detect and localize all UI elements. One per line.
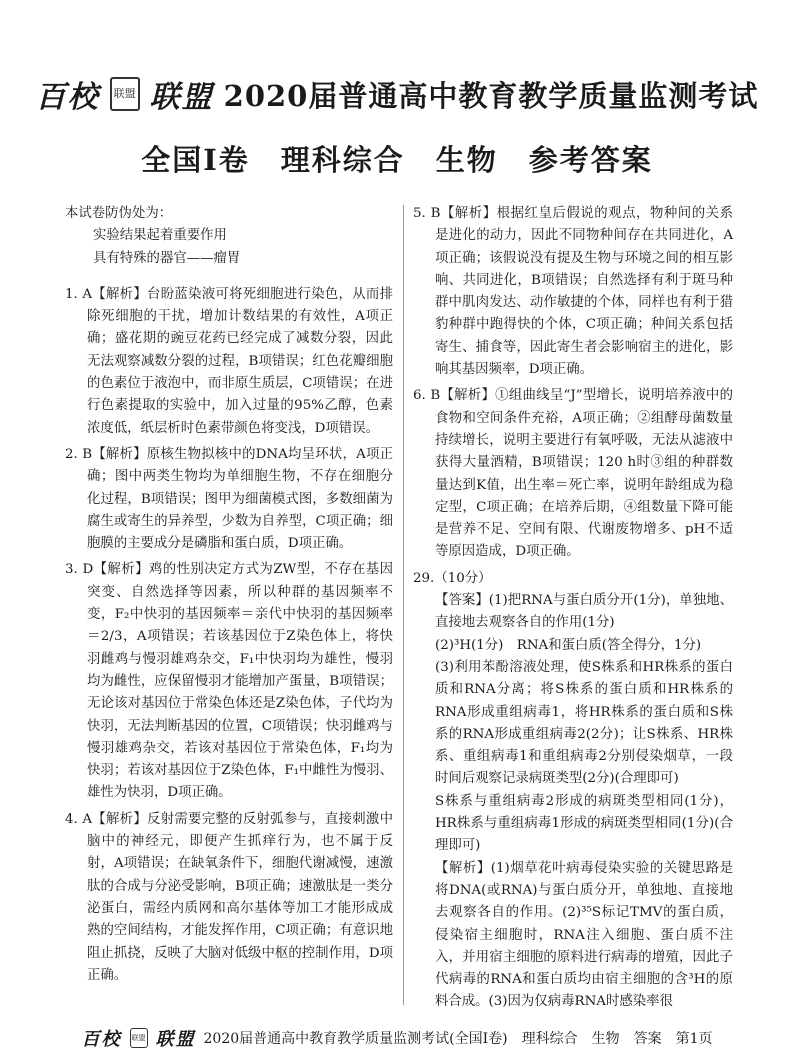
column-divider [403,205,404,1005]
question-29-answer-2: (2)³H(1分) RNA和蛋白质(答全得分，1分) [435,637,702,653]
footer-seal-icon: 联盟 [130,1028,148,1048]
page-title: 2020届普通高中教育教学质量监测考试 [223,78,759,113]
answer-item-1: 1. A【解析】台盼蓝染液可将死细胞进行染色，从而排除死细胞的干扰，增加计数结果的有效性，A项正确；盛花期的豌豆花药已经完成了减数分裂，因此无法观察减数分裂的过程，B项错误；红色花瓣细胞的色素位于液泡中，而非原生质层，C项错误；在进行色素提取的实验中，加入过量的95%乙醇，色素浓度低，纸层析时色素带颜色将变浅，D项错误。 [65,286,393,436]
answer-item-6: 6. B【解析】①组曲线呈“J”型增长，说明培养液中的食物和空间条件充裕，A项正确；②组酵母菌数量持续增长，说明主要进行有氧呼吸，无法从滤液中获得大量酒精，B项错误；120 h时③组的种群数量达到K值，出生率＝死亡率，说明年龄组成为稳定型，C项正确；在培养后期，④组数量下降可能是营养不足、空间有限、代谢废物增多、pH不适等原因造成，D项正确。 [413,388,733,560]
answer-item-3: 3. D【解析】鸡的性别决定方式为ZW型，不存在基因突变、自然选择等因素，所以种群的基因频率不变，F₂中快羽的基因频率＝亲代中快羽的基因频率＝2/3，A项错误；若该基因位于Z染色体上，将快羽雌鸡与慢羽雄鸡杂交，F₁中快羽均为雄性，慢羽均为雌性，应保留慢羽才能增加产蛋量，B项错误；无论该对基因位于常染色体还是Z染色体，子代均为快羽，无法判断基因的位置，C项错误；快羽雌鸡与慢羽雄鸡杂交，若该对基因位于常染色体，F₁均为快羽；若该对基因位于Z染色体，F₁中雌性为慢羽、雄性为快羽，D项正确。 [65,562,393,801]
page-footer [0,1025,794,1051]
answer-item-5: 5. B【解析】根据红皇后假说的观点，物种间的关系是进化的动力，因此不同物种间存在共同进化，A项正确；该假说没有提及生物与环境之间的相互影响、共同进化，B项错误；自然选择有利于斑马种群中肌肉发达、动作敏捷的个体，同样也有利于猎豹种群中跑得快的个体，C项正确；种间关系包括寄生、捕食等，因此寄生者会影响宿主的进化，影响其基因频率，D项正确。 [413,206,733,378]
left-column [65,203,393,987]
question-29-heading: 29.（10分） [413,570,492,586]
footer-brand-left: 百校 [81,1029,122,1050]
anti-cheat-heading: 本试卷防伪处为： [65,206,173,221]
footer-brand-right: 联盟 [155,1029,196,1050]
anti-cheat-line-2: 具有特殊的器官——瘤胃 [93,250,241,266]
footer-text: 2020届普通高中教育教学质量监测考试(全国Ⅰ卷) 理科综合 生物 答案 第1页 [203,1031,713,1047]
brand-name-left: 百校 [35,80,100,115]
page-subtitle: 全国Ⅰ卷 理科综合 生物 参考答案 [141,143,653,177]
brand-name-right: 联盟 [149,80,214,115]
question-29-analysis: 【解析】(1)烟草花叶病毒侵染实验的关键思路是将DNA(或RNA)与蛋白质分开，单独地、直接地去观察各自的作用。(2)³⁵S标记TMV的蛋白质，侵染宿主细胞时，RNA注入细胞、蛋白质不注入，并用宿主细胞的原料进行病毒的增殖，因此子代病毒的RNA和蛋白质均由宿主细胞的含³H的原料合成。(3)因为仅病毒RNA时感染率很 [435,860,733,1010]
question-29-answer-4: S株系与重组病毒2形成的病斑类型相同(1分)，HR株系与重组病毒1形成的病斑类型相同(1分)(合理即可) [435,793,733,854]
title-row [0,72,794,116]
answer-item-2: 2. B【解析】原核生物拟核中的DNA均呈环状，A项正确；图中两类生物均为单细胞生物，不存在细胞分化过程，B项错误；图甲为细菌模式图，多数细菌为腐生或寄生的异养型，少数为自养型，C项正确；细胞膜的主要成分是磷脂和蛋白质，D项正确。 [65,446,393,552]
question-29-answer-1: 【答案】(1)把RNA与蛋白质分开(1分)，单独地、直接地去观察各自的作用(1分) [435,593,733,631]
question-29-answer-3: (3)利用苯酚溶液处理，使S株系和HR株系的蛋白质和RNA分离；将S株系的蛋白质和HR株系的RNA形成重组病毒1，将HR株系的蛋白质和S株系的RNA形成重组病毒2(2分)；让S株系、HR株系、重组病毒1和重组病毒2分别侵染烟草，一段时间后观察记录病斑类型(2分)(合理即可) [435,659,733,787]
page-header [0,72,794,179]
anti-cheat-line-1: 实验结果起着重要作用 [93,228,227,244]
right-column [413,203,733,1014]
seal-icon: 联盟 [110,77,140,111]
answer-item-4: 4. A【解析】反射需要完整的反射弧参与，直接刺激中脑中的神经元，即便产生抓痒行为，也不属于反射，A项错误；在缺氧条件下，细胞代谢减慢，速激肽的合成与分泌受影响，B项正确；速激肽是一类分泌蛋白，需经内质网和高尔基体等加工才能形成成熟的空间结构，才能发挥作用，C项正确；有意识地阻止抓挠，反映了大脑对低级中枢的控制作用，D项正确。 [65,811,393,983]
